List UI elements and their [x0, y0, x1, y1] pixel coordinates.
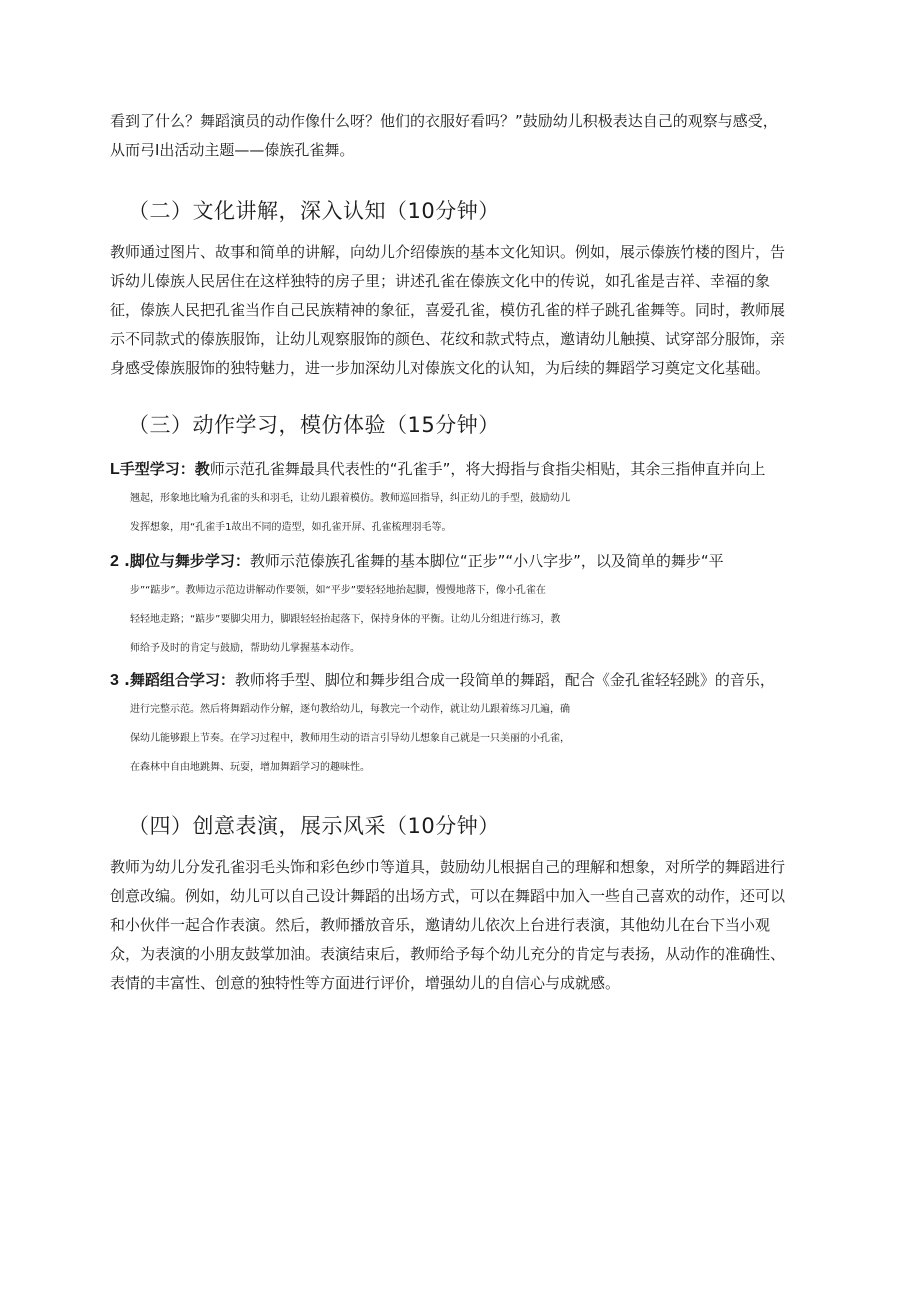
list-item-number: L	[110, 461, 120, 478]
list-item-continuation: 发挥想象，用“孔雀手1故出不同的造型，如孔雀开屏、孔雀梳理羽毛等。	[130, 522, 452, 533]
section-heading-movement: （三）动作学习，模仿体验（15分钟）	[128, 413, 500, 437]
paragraph-line: 示不同款式的傣族服饰，让幼儿观察服饰的颜色、花纹和款式特点，邀请幼儿触摸、试穿部分服饰，亲	[110, 330, 786, 348]
list-item-number: 3	[110, 672, 119, 689]
list-item-continuation: 步”“踮步”。教师边示范边讲解动作要领，如“平步”要轻轻地抬起脚，慢慢地落下，像小孔雀在	[130, 585, 546, 596]
list-item-continuation: 保幼儿能够跟上节奏。在学习过程中，教师用生动的语言引导幼儿想象自己就是一只美丽的小孔雀，	[130, 733, 570, 744]
paragraph-line: 和小伙伴一起合作表演。然后，教师播放音乐，邀请幼儿依次上台进行表演，其他幼儿在台下当小观	[110, 916, 771, 934]
list-item-dance-combination	[110, 666, 810, 782]
list-item-lead: 手型学习：教	[119, 460, 210, 478]
list-item-continuation: 师给予及时的肯定与鼓励，帮助幼儿掌握基本动作。	[130, 643, 360, 654]
paragraph-line: 表情的丰富性、创意的独特性等方面进行评价，增强幼儿的自信心与成就感。	[110, 974, 621, 992]
paragraph-line: 征，傣族人民把孔雀当作自己民族精神的象征，喜爱孔雀，模仿孔雀的样子跳孔雀舞等。同时，教师展	[110, 301, 786, 319]
section-heading-performance: （四）创意表演，展示风采（10分钟）	[128, 814, 500, 838]
list-item-hand-shape	[110, 455, 810, 542]
paragraph-line: 身感受傣族服饰的独特魅力，进一步加深幼儿对傣族文化的认知，为后续的舞蹈学习奠定文化基础。	[110, 359, 771, 377]
paragraph-line: 创意改编。例如，幼儿可以自己设计舞蹈的出场方式，可以在舞蹈中加入一些自己喜欢的动作，还可以	[110, 887, 786, 905]
list-item-continuation: 在森林中自由地跳舞、玩耍，增加舞蹈学习的趣味性。	[130, 762, 370, 773]
list-item-footwork	[110, 547, 810, 663]
intro-line-2: 从而弓I出活动主题——傣族孔雀舞。	[110, 141, 355, 159]
list-item-continuation: 进行完整示范。然后将舞蹈动作分解，逐句教给幼儿，每教完一个动作，就让幼儿跟着练习几遍，确	[130, 704, 570, 715]
paragraph-line: 教师为幼儿分发孔雀羽毛头饰和彩色纱巾等道具，鼓励幼儿根据自己的理解和想象，对所学的舞蹈进行	[110, 858, 786, 876]
list-item-number: 2	[110, 553, 119, 570]
list-item-text: 教师示范傣族孔雀舞的基本脚位“正步”“小八字步”，以及简单的舞步“平	[249, 552, 724, 570]
paragraph-line: 诉幼儿傣族人民居住在这样独特的房子里；讲述孔雀在傣族文化中的传说，如孔雀是吉祥、幸福的象	[110, 272, 771, 290]
list-item-lead: .脚位与舞步学习：	[118, 552, 250, 570]
paragraph-line: 众，为表演的小朋友鼓掌加油。表演结束后，教师给予每个幼儿充分的肯定与表扬，从动作的准确性、	[110, 945, 786, 963]
list-item-text: 师示范孔雀舞最具代表性的“孔雀手”，将大拇指与食指尖相贴，其余三指伸直并向上	[209, 460, 766, 478]
list-item-text: 教师将手型、脚位和舞步组合成一段简单的舞蹈，配合《金孔雀轻轻跳》的音乐，	[234, 671, 775, 689]
list-item-lead: .舞蹈组合学习：	[118, 671, 235, 689]
list-item-continuation: 轻轻地走路；“踮步”要脚尖用力，脚跟轻轻抬起落下，保持身体的平衡。让幼儿分组进行练习，教	[130, 614, 561, 625]
section-culture-paragraph	[110, 238, 810, 383]
section-performance-paragraph	[110, 853, 810, 998]
intro-paragraph	[110, 107, 810, 165]
intro-line-1: 看到了什么？舞蹈演员的动作像什么呀？他们的衣服好看吗？”鼓励幼儿积极表达自己的观察与感受，	[110, 112, 778, 130]
list-item-continuation: 翘起，形象地比喻为孔雀的头和羽毛，让幼儿跟着模仿。教师巡回指导，纠正幼儿的手型，鼓励幼儿	[130, 493, 570, 504]
paragraph-line: 教师通过图片、故事和简单的讲解，向幼儿介绍傣族的基本文化知识。例如，展示傣族竹楼的图片，告	[110, 243, 786, 261]
section-heading-culture: （二）文化讲解，深入认知（10分钟）	[128, 199, 500, 223]
